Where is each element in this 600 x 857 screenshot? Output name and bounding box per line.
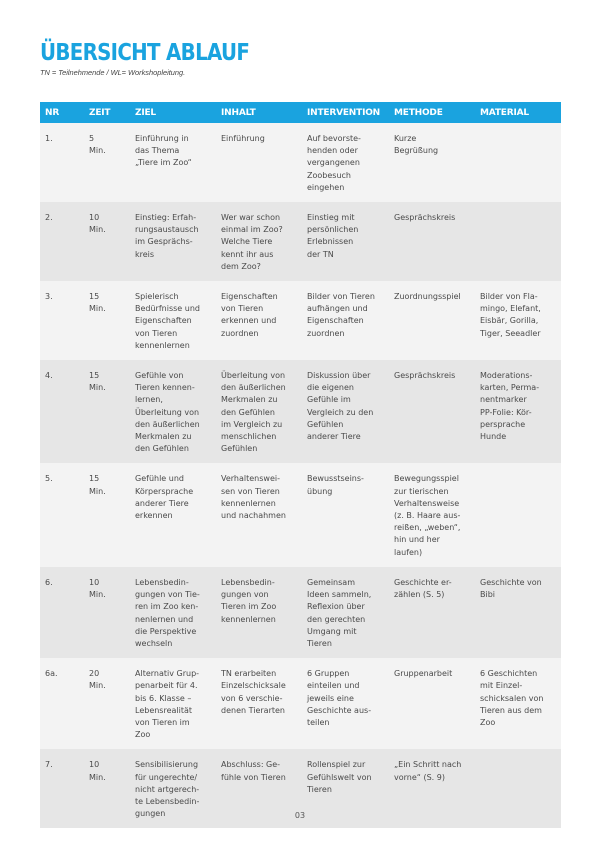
cell-material (475, 567, 561, 658)
cell-line: Überleitung von (135, 407, 200, 417)
cell-line: Geschichte von (480, 577, 542, 587)
column-header-ziel: ZIEL (130, 102, 216, 123)
cell-line: mit Einzel- (480, 681, 523, 691)
cell-methode (389, 202, 475, 281)
cell-line: Bewusstseins- (307, 474, 364, 484)
cell-line: Kurze (394, 134, 417, 143)
cell-line: Ideen sammeln, (307, 590, 372, 600)
cell-line: Gefühlswelt von (307, 772, 372, 782)
cell-line: Tieren kennen- (135, 383, 195, 393)
cell-intervention (302, 360, 389, 463)
cell-line: Eigenschaften (307, 316, 364, 326)
cell-line: Spielerisch (135, 292, 179, 302)
cell-intervention (302, 123, 389, 202)
cell-ziel (130, 360, 216, 463)
cell-inhalt (216, 123, 302, 202)
cell-line: laufen) (394, 547, 423, 557)
table-row (40, 123, 561, 202)
cell-line: einteilen und (307, 681, 360, 691)
cell-line: sen von Tieren (221, 486, 280, 496)
cell-line: hin und her (394, 535, 440, 545)
cell-line: wechseln (135, 638, 173, 648)
cell-methode (389, 658, 475, 749)
cell-line: Zoo (480, 717, 496, 727)
cell-line: Welche Tiere (221, 237, 273, 247)
cell-line: übung (307, 486, 333, 496)
cell-zeit (84, 463, 130, 566)
cell-line: schicksalen von (480, 693, 544, 703)
cell-line: kennenlernen (135, 340, 190, 350)
cell-material (475, 463, 561, 566)
cell-line: PP-Folie: Kör- (480, 407, 532, 417)
cell-line: Min. (89, 225, 106, 235)
cell-intervention (302, 281, 389, 360)
cell-zeit (84, 123, 130, 202)
table-body (40, 123, 561, 828)
cell-line: zur tierischen (394, 486, 449, 496)
cell-line: Einstieg: Erfah- (135, 213, 197, 223)
cell-line: Eisbär, Gorilla, (480, 316, 539, 326)
cell-line: 15 (89, 292, 100, 302)
cell-line: denen Tierarten (221, 705, 285, 715)
cell-line: Lebensbedin- (135, 577, 189, 587)
cell-line: Hunde (480, 432, 507, 442)
cell-line: zuordnen (307, 328, 345, 338)
cell-line: Einzelschicksale (221, 681, 286, 691)
cell-line: menschlichen (221, 432, 277, 442)
column-header-inhalt: INHALT (216, 102, 302, 123)
cell-nr: 6. (40, 567, 84, 658)
cell-line: den Gefühlen (221, 407, 275, 417)
cell-line: Diskussion über (307, 371, 371, 381)
cell-line: Gruppenarbeit (394, 669, 453, 679)
column-header-nr: NR (40, 102, 84, 123)
cell-line: Überleitung von (221, 371, 286, 381)
cell-line: Bilder von Tieren (307, 292, 375, 302)
table-row (40, 202, 561, 281)
page-number: 03 (294, 811, 306, 820)
cell-line: von Tieren im (135, 717, 190, 727)
cell-inhalt (216, 360, 302, 463)
cell-line: jeweils eine (307, 693, 354, 703)
cell-line: 10 (89, 213, 100, 223)
cell-material (475, 360, 561, 463)
cell-material (475, 123, 561, 202)
cell-nr: 7. (40, 749, 84, 828)
cell-line: von Tieren (135, 328, 178, 338)
cell-line: Min. (89, 772, 106, 782)
column-header-methode: METHODE (389, 102, 475, 123)
cell-line: gungen von Tie- (135, 590, 200, 600)
cell-line: Min. (89, 383, 106, 393)
cell-line: Gefühle und (135, 474, 184, 484)
cell-line: Eigenschaften (135, 316, 192, 326)
cell-line: Bilder von Fla- (480, 292, 538, 302)
cell-line: Bewegungsspiel (394, 474, 459, 484)
page-title: ÜBERSICHT ABLAUF (40, 40, 250, 66)
cell-line: Einstieg mit (307, 213, 355, 223)
cell-line: Eigenschaften (221, 292, 278, 302)
cell-line: anderer Tiere (307, 432, 361, 442)
table-row (40, 658, 561, 749)
cell-line: Verhaltensweise (394, 498, 460, 508)
cell-inhalt (216, 463, 302, 566)
cell-line: aufhängen und (307, 304, 368, 314)
cell-inhalt (216, 658, 302, 749)
cell-inhalt (216, 567, 302, 658)
cell-line: erkennen und (221, 316, 277, 326)
cell-line: Min. (89, 486, 106, 496)
cell-material (475, 658, 561, 749)
cell-line: Gesprächskreis (394, 213, 456, 223)
cell-line: Moderations- (480, 371, 533, 381)
cell-line: Tieren (307, 784, 332, 794)
cell-intervention (302, 658, 389, 749)
cell-nr: 4. (40, 360, 84, 463)
cell-line: Min. (89, 304, 106, 314)
cell-zeit (84, 202, 130, 281)
cell-nr: 2. (40, 202, 84, 281)
cell-line: Tiger, Seeadler (480, 328, 541, 338)
cell-zeit (84, 281, 130, 360)
table-row (40, 567, 561, 658)
cell-line: Abschluss: Ge- (221, 760, 281, 770)
cell-line: von Tieren (221, 304, 264, 314)
cell-nr: 3. (40, 281, 84, 360)
cell-line: Gefühlen (221, 444, 258, 454)
cell-line: reißen, „weben“, (394, 523, 461, 533)
cell-line: Alternativ Grup- (135, 669, 200, 679)
cell-line: Sensibilisierung (135, 760, 199, 770)
cell-line: Zuordnungsspiel (394, 292, 461, 302)
cell-line: von 6 verschie- (221, 693, 283, 703)
cell-line: Tieren (307, 638, 332, 648)
cell-line: Rollenspiel zur (307, 760, 366, 770)
column-header-zeit: ZEIT (84, 102, 130, 123)
cell-line: Auf bevorste- (307, 134, 361, 143)
cell-intervention (302, 567, 389, 658)
cell-line: Gemeinsam (307, 577, 355, 587)
cell-ziel (130, 658, 216, 749)
cell-line: „Ein Schritt nach (394, 760, 462, 770)
cell-line: 6 Geschichten (480, 669, 538, 679)
cell-line: nenlernen und (135, 614, 194, 624)
table-row (40, 281, 561, 360)
cell-nr: 6a. (40, 658, 84, 749)
cell-line: 6 Gruppen (307, 669, 350, 679)
cell-line: erkennen (135, 511, 173, 521)
cell-line: nentmarker (480, 395, 527, 405)
cell-zeit (84, 360, 130, 463)
table-row (40, 360, 561, 463)
cell-line: bis 6. Klasse – (135, 693, 192, 703)
cell-line: mingo, Elefant, (480, 304, 541, 314)
cell-line: dem Zoo? (221, 261, 261, 271)
cell-line: Geschichte aus- (307, 705, 372, 715)
cell-line: penarbeit für 4. (135, 681, 198, 691)
cell-line: Zoo (135, 730, 151, 740)
cell-methode (389, 281, 475, 360)
table-row (40, 463, 561, 566)
cell-line: einmal im Zoo? (221, 225, 283, 235)
cell-line: 15 (89, 371, 100, 381)
cell-line: „Tiere im Zoo“ (135, 158, 192, 168)
cell-line: Min. (89, 590, 106, 600)
cell-line: ren im Zoo ken- (135, 602, 199, 612)
cell-line: te Lebensbedin- (135, 796, 200, 806)
cell-zeit (84, 567, 130, 658)
cell-line: Geschichte er- (394, 577, 452, 587)
cell-line: gungen (135, 809, 166, 819)
cell-ziel (130, 202, 216, 281)
cell-line: Vergleich zu den (307, 407, 374, 417)
cell-line: gungen von (221, 590, 269, 600)
cell-line: Begrüßung (394, 146, 439, 156)
table-header-row (40, 102, 561, 123)
cell-line: Einführung (221, 134, 265, 143)
cell-intervention (302, 463, 389, 566)
cell-line: Körpersprache (135, 486, 194, 496)
cell-line: Tieren im Zoo (221, 602, 277, 612)
cell-ziel (130, 567, 216, 658)
cell-line: eingehen (307, 182, 345, 192)
cell-line: fühle von Tieren (221, 772, 286, 782)
cell-line: für ungerechte/ (135, 772, 198, 782)
cell-line: Wer war schon (221, 213, 281, 223)
cell-line: Gefühle von (135, 371, 184, 381)
cell-line: die eigenen (307, 383, 354, 393)
cell-line: Einführung in (135, 134, 189, 143)
cell-line: Verhaltenswei- (221, 474, 280, 484)
cell-line: Min. (89, 146, 106, 156)
cell-line: kennt ihr aus (221, 249, 274, 259)
cell-line: Gefühle im (307, 395, 351, 405)
cell-zeit (84, 658, 130, 749)
cell-line: das Thema (135, 146, 180, 156)
cell-line: Gesprächskreis (394, 371, 456, 381)
cell-line: Lebensrealität (135, 705, 193, 715)
cell-line: lernen, (135, 395, 163, 405)
cell-line: (z. B. Haare aus- (394, 511, 461, 521)
cell-inhalt (216, 202, 302, 281)
cell-line: Bibi (480, 590, 496, 600)
legend-note: TN = Teilnehmende / WL= Workshopleitung. (40, 68, 186, 77)
cell-line: kreis (135, 249, 155, 259)
cell-line: teilen (307, 717, 330, 727)
cell-inhalt (216, 281, 302, 360)
cell-line: vorne“ (S. 9) (394, 772, 445, 782)
cell-methode (389, 360, 475, 463)
cell-line: nicht artgerech- (135, 784, 200, 794)
cell-line: Erlebnissen (307, 237, 354, 247)
cell-line: 10 (89, 577, 100, 587)
cell-line: anderer Tiere (135, 498, 189, 508)
cell-ziel (130, 123, 216, 202)
cell-line: karten, Perma- (480, 383, 540, 393)
cell-line: persprache (480, 419, 526, 429)
cell-nr: 1. (40, 123, 84, 202)
cell-line: Zoobesuch (307, 170, 351, 180)
cell-line: Gefühlen (307, 419, 344, 429)
cell-line: Bedürfnisse und (135, 304, 200, 314)
cell-line: Merkmalen zu (221, 395, 278, 405)
cell-methode (389, 123, 475, 202)
column-header-material: MATERIAL (475, 102, 561, 123)
cell-line: 10 (89, 760, 100, 770)
cell-line: Min. (89, 681, 106, 691)
cell-line: henden oder (307, 146, 358, 156)
cell-line: Tieren aus dem (480, 705, 542, 715)
cell-methode (389, 567, 475, 658)
cell-line: TN erarbeiten (221, 669, 277, 679)
cell-line: 20 (89, 669, 100, 679)
cell-line: im Gesprächs- (135, 237, 193, 247)
cell-line: 15 (89, 474, 100, 484)
cell-line: rungsaustausch (135, 225, 199, 235)
cell-line: Lebensbedin- (221, 577, 275, 587)
cell-line: und nachahmen (221, 511, 286, 521)
cell-line: vergangenen (307, 158, 360, 168)
cell-line: Umgang mit (307, 626, 357, 636)
column-header-intervention: INTERVENTION (302, 102, 389, 123)
cell-line: Merkmalen zu (135, 432, 192, 442)
cell-line: Reflexion über (307, 602, 365, 612)
cell-line: der TN (307, 249, 334, 259)
cell-methode (389, 463, 475, 566)
schedule-table (40, 102, 561, 828)
cell-line: die Perspektive (135, 626, 197, 636)
cell-intervention (302, 202, 389, 281)
cell-nr: 5. (40, 463, 84, 566)
cell-line: den gerechten (307, 614, 366, 624)
cell-line: zuordnen (221, 328, 259, 338)
cell-line: den äußerlichen (221, 383, 286, 393)
cell-line: persönlichen (307, 225, 359, 235)
cell-ziel (130, 281, 216, 360)
cell-line: kennenlernen (221, 614, 276, 624)
cell-line: den Gefühlen (135, 444, 189, 454)
cell-line: 5 (89, 134, 95, 143)
cell-material (475, 281, 561, 360)
cell-line: im Vergleich zu (221, 419, 283, 429)
cell-line: kennenlernen (221, 498, 276, 508)
cell-line: zählen (S. 5) (394, 590, 445, 600)
cell-ziel (130, 463, 216, 566)
cell-material (475, 202, 561, 281)
cell-line: den äußerlichen (135, 419, 200, 429)
